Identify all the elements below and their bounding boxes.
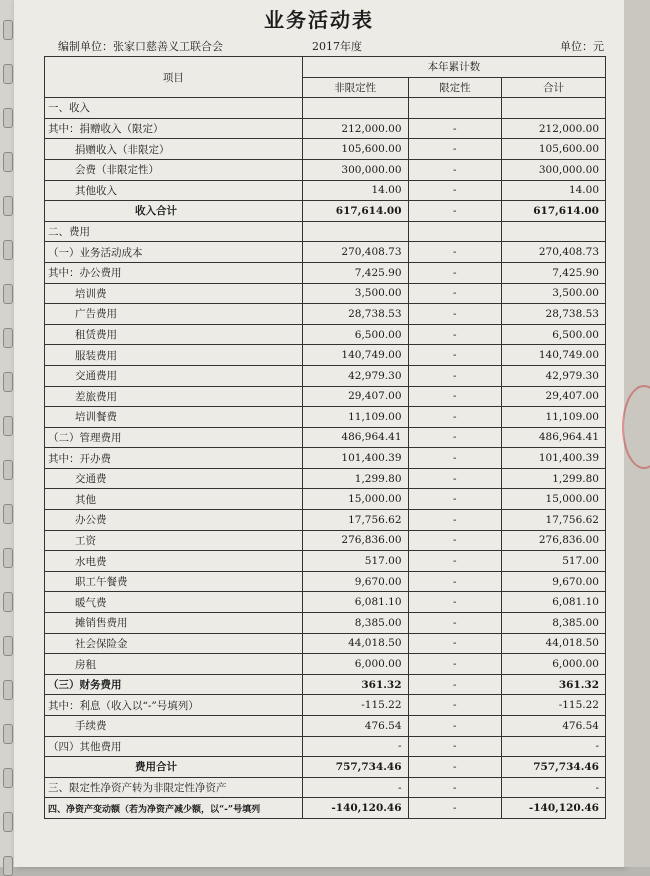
restricted-value: - (408, 592, 502, 613)
unrestricted-value: 300,000.00 (302, 159, 408, 180)
unrestricted-value: 757,734.46 (302, 757, 408, 778)
unrestricted-value: 6,500.00 (302, 324, 408, 345)
unrestricted-value: 11,109.00 (302, 407, 408, 428)
unrestricted-value: 476.54 (302, 716, 408, 737)
row-label: 房租 (45, 654, 303, 675)
table-row (45, 427, 606, 448)
table-row (45, 530, 606, 551)
total-value: 11,109.00 (502, 407, 606, 428)
row-label: 职工午餐费 (45, 571, 303, 592)
table-row (45, 221, 606, 242)
unrestricted-value: 617,614.00 (302, 201, 408, 222)
restricted-value: - (408, 613, 502, 634)
row-label: 培训费 (45, 283, 303, 304)
restricted-value: - (408, 283, 502, 304)
total-value: 8,385.00 (502, 613, 606, 634)
restricted-value: - (408, 695, 502, 716)
table-row (45, 571, 606, 592)
table-body (45, 98, 606, 819)
total-value: 105,600.00 (502, 139, 606, 160)
restricted-value: - (408, 757, 502, 778)
total-value: 44,018.50 (502, 633, 606, 654)
binder-hole (3, 20, 13, 40)
total-value: 140,749.00 (502, 345, 606, 366)
table-row (45, 118, 606, 139)
total-value: 29,407.00 (502, 386, 606, 407)
binder-hole (3, 680, 13, 700)
table-row (45, 262, 606, 283)
table-row (45, 592, 606, 613)
total-value: -115.22 (502, 695, 606, 716)
currency-unit: 单位：元 (560, 40, 604, 53)
table-row (45, 283, 606, 304)
binder-hole (3, 768, 13, 788)
binder-hole (3, 328, 13, 348)
unrestricted-value: 42,979.30 (302, 365, 408, 386)
total-value: 6,000.00 (502, 654, 606, 675)
unrestricted-value: 29,407.00 (302, 386, 408, 407)
row-label: 一、收入 (45, 98, 303, 119)
activity-table (44, 56, 606, 819)
restricted-value: - (408, 551, 502, 572)
row-label: 其中：捐赠收入（限定） (45, 118, 303, 139)
row-label: 四、净资产变动额（若为净资产减少额，以“-”号填列 (45, 798, 303, 819)
total-value: 101,400.39 (502, 448, 606, 469)
unrestricted-value: 17,756.62 (302, 510, 408, 531)
unrestricted-value: 6,081.10 (302, 592, 408, 613)
unrestricted-value: 140,749.00 (302, 345, 408, 366)
row-label: 二、费用 (45, 221, 303, 242)
table-row (45, 695, 606, 716)
row-label: 服装费用 (45, 345, 303, 366)
binder-hole (3, 196, 13, 216)
unrestricted-value: 270,408.73 (302, 242, 408, 263)
unrestricted-value (302, 221, 408, 242)
restricted-value: - (408, 674, 502, 695)
row-label: （一）业务活动成本 (45, 242, 303, 263)
restricted-value: - (408, 242, 502, 263)
table-row (45, 551, 606, 572)
unrestricted-value: 8,385.00 (302, 613, 408, 634)
document-title: 业务活动表 (264, 8, 374, 32)
unrestricted-value: 1,299.80 (302, 468, 408, 489)
total-value: 15,000.00 (502, 489, 606, 510)
total-value: 17,756.62 (502, 510, 606, 531)
unrestricted-value: 15,000.00 (302, 489, 408, 510)
binder-hole (3, 372, 13, 392)
row-label: 收入合计 (45, 201, 303, 222)
unrestricted-value: 517.00 (302, 551, 408, 572)
table-row (45, 798, 606, 819)
table-row (45, 159, 606, 180)
row-label: 其中：利息（收入以“-”号填列） (45, 695, 303, 716)
binder-hole (3, 856, 13, 876)
binder-hole (3, 460, 13, 480)
table-row (45, 633, 606, 654)
unrestricted-value: - (302, 777, 408, 798)
binder-hole (3, 592, 13, 612)
table-row (45, 386, 606, 407)
table-row (45, 365, 606, 386)
restricted-value: - (408, 386, 502, 407)
restricted-value: - (408, 654, 502, 675)
table-row (45, 757, 606, 778)
binder-hole (3, 108, 13, 128)
row-label: 工资 (45, 530, 303, 551)
total-value: 270,408.73 (502, 242, 606, 263)
header-row-1 (45, 57, 606, 78)
restricted-value: - (408, 118, 502, 139)
table-row (45, 201, 606, 222)
table-row (45, 345, 606, 366)
report-year: 2017年度 (312, 40, 362, 53)
binder-hole (3, 64, 13, 84)
total-value (502, 221, 606, 242)
restricted-value: - (408, 427, 502, 448)
binder-strip (0, 0, 15, 867)
header-restricted: 限定性 (408, 77, 502, 98)
total-value: - (502, 736, 606, 757)
total-value: 42,979.30 (502, 365, 606, 386)
unrestricted-value: - (302, 736, 408, 757)
row-label: 培训餐费 (45, 407, 303, 428)
unrestricted-value: 276,836.00 (302, 530, 408, 551)
unrestricted-value: 6,000.00 (302, 654, 408, 675)
header-annual: 本年累计数 (302, 57, 605, 78)
restricted-value: - (408, 468, 502, 489)
restricted-value: - (408, 489, 502, 510)
unrestricted-value: 7,425.90 (302, 262, 408, 283)
unrestricted-value: 212,000.00 (302, 118, 408, 139)
row-label: 广告费用 (45, 304, 303, 325)
total-value: 3,500.00 (502, 283, 606, 304)
row-label: 其中：办公费用 (45, 262, 303, 283)
restricted-value: - (408, 180, 502, 201)
binder-hole (3, 548, 13, 568)
total-value: 9,670.00 (502, 571, 606, 592)
total-value (502, 98, 606, 119)
binder-hole (3, 504, 13, 524)
total-value: 276,836.00 (502, 530, 606, 551)
table-row (45, 242, 606, 263)
total-value: -140,120.46 (502, 798, 606, 819)
row-label: 差旅费用 (45, 386, 303, 407)
total-value: 6,500.00 (502, 324, 606, 345)
unrestricted-value: -115.22 (302, 695, 408, 716)
row-label: 租赁费用 (45, 324, 303, 345)
restricted-value: - (408, 716, 502, 737)
header-unrestricted: 非限定性 (302, 77, 408, 98)
row-label: 捐赠收入（非限定） (45, 139, 303, 160)
table-row (45, 716, 606, 737)
binder-hole (3, 416, 13, 436)
unrestricted-value: 3,500.00 (302, 283, 408, 304)
total-value: - (502, 777, 606, 798)
table-row (45, 489, 606, 510)
unrestricted-value: 105,600.00 (302, 139, 408, 160)
binder-hole (3, 284, 13, 304)
row-label: （三）财务费用 (45, 674, 303, 695)
row-label: 费用合计 (45, 757, 303, 778)
total-value: 617,614.00 (502, 201, 606, 222)
table-row (45, 304, 606, 325)
table-row (45, 777, 606, 798)
row-label: （四）其他费用 (45, 736, 303, 757)
table-row (45, 510, 606, 531)
table-row (45, 448, 606, 469)
row-label: 手续费 (45, 716, 303, 737)
binder-hole (3, 636, 13, 656)
total-value: 757,734.46 (502, 757, 606, 778)
total-value: 361.32 (502, 674, 606, 695)
row-label: 会费（非限定性） (45, 159, 303, 180)
row-label: 摊销售费用 (45, 613, 303, 634)
restricted-value (408, 98, 502, 119)
unrestricted-value: 361.32 (302, 674, 408, 695)
header-total: 合计 (502, 77, 606, 98)
row-label: （二）管理费用 (45, 427, 303, 448)
restricted-value: - (408, 159, 502, 180)
restricted-value: - (408, 530, 502, 551)
table-row (45, 98, 606, 119)
restricted-value: - (408, 201, 502, 222)
restricted-value: - (408, 324, 502, 345)
unrestricted-value: 101,400.39 (302, 448, 408, 469)
restricted-value: - (408, 304, 502, 325)
table-row (45, 654, 606, 675)
restricted-value: - (408, 736, 502, 757)
table-row (45, 180, 606, 201)
total-value: 486,964.41 (502, 427, 606, 448)
unrestricted-value: 28,738.53 (302, 304, 408, 325)
total-value: 300,000.00 (502, 159, 606, 180)
restricted-value: - (408, 777, 502, 798)
total-value: 14.00 (502, 180, 606, 201)
total-value: 517.00 (502, 551, 606, 572)
unrestricted-value (302, 98, 408, 119)
table-row (45, 324, 606, 345)
table-row (45, 139, 606, 160)
table-row (45, 407, 606, 428)
row-label: 暖气费 (45, 592, 303, 613)
restricted-value: - (408, 571, 502, 592)
restricted-value: - (408, 510, 502, 531)
restricted-value: - (408, 798, 502, 819)
row-label: 其中：开办费 (45, 448, 303, 469)
header-item: 项目 (45, 57, 303, 98)
binder-hole (3, 152, 13, 172)
unrestricted-value: 9,670.00 (302, 571, 408, 592)
restricted-value (408, 221, 502, 242)
row-label: 三、限定性净资产转为非限定性净资产 (45, 777, 303, 798)
table-row (45, 613, 606, 634)
restricted-value: - (408, 262, 502, 283)
total-value: 7,425.90 (502, 262, 606, 283)
binder-hole (3, 240, 13, 260)
row-label: 交通费 (45, 468, 303, 489)
table-row (45, 674, 606, 695)
total-value: 212,000.00 (502, 118, 606, 139)
unrestricted-value: 44,018.50 (302, 633, 408, 654)
restricted-value: - (408, 345, 502, 366)
compiler-unit: 编制单位：张家口慈善义工联合会 (58, 40, 223, 53)
restricted-value: - (408, 407, 502, 428)
restricted-value: - (408, 139, 502, 160)
row-label: 其他 (45, 489, 303, 510)
row-label: 办公费 (45, 510, 303, 531)
row-label: 社会保险金 (45, 633, 303, 654)
total-value: 6,081.10 (502, 592, 606, 613)
row-label: 水电费 (45, 551, 303, 572)
restricted-value: - (408, 633, 502, 654)
table-row (45, 736, 606, 757)
unrestricted-value: 14.00 (302, 180, 408, 201)
restricted-value: - (408, 365, 502, 386)
binder-hole (3, 812, 13, 832)
total-value: 476.54 (502, 716, 606, 737)
row-label: 其他收入 (45, 180, 303, 201)
restricted-value: - (408, 448, 502, 469)
total-value: 1,299.80 (502, 468, 606, 489)
binder-hole (3, 724, 13, 744)
unrestricted-value: 486,964.41 (302, 427, 408, 448)
row-label: 交通费用 (45, 365, 303, 386)
total-value: 28,738.53 (502, 304, 606, 325)
unrestricted-value: -140,120.46 (302, 798, 408, 819)
table-row (45, 468, 606, 489)
